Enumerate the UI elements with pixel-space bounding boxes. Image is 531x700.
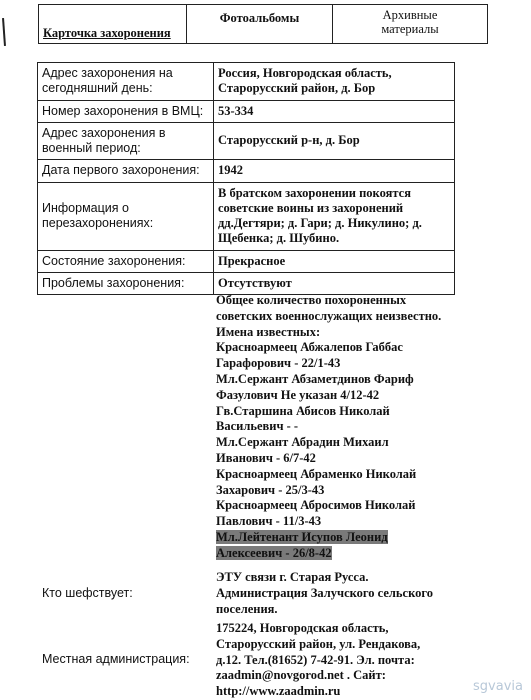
- watermark-text: sgvavia: [473, 679, 523, 694]
- local-admin-label: Местная администрация:: [42, 652, 190, 666]
- table-row: [38, 100, 455, 122]
- wartime-address-label: Адрес захоронения в военный период:: [38, 122, 214, 160]
- current-address-value: Россия, Новгородская область, Старорусский район, д. Бор: [214, 63, 455, 101]
- list-item: Гарафорович - 22/1-43: [216, 356, 341, 371]
- tab-bar: [38, 4, 488, 44]
- admin-website-link[interactable]: http://www.zaadmin.ru: [216, 684, 341, 699]
- tab-burial-card-label: Карточка захоронения: [43, 26, 171, 40]
- list-item: Красноармеец Абросимов Николай: [216, 498, 416, 513]
- admin-line: 175224, Новгородская область,: [216, 621, 389, 635]
- reburial-info-label: Информация о перезахоронениях:: [38, 182, 214, 250]
- table-row: [38, 182, 455, 250]
- list-item: Гв.Старшина Абисов Николай: [216, 403, 390, 418]
- buried-soldiers-list: [216, 293, 516, 562]
- local-admin-value: [216, 621, 516, 700]
- vmc-number-value: 53-334: [214, 100, 455, 122]
- patron-label: Кто шефствует:: [42, 586, 133, 600]
- list-item: Мл.Сержант Абрадин Михаил: [216, 435, 389, 450]
- burial-condition-value: Прекрасное: [214, 250, 455, 272]
- list-item: Иванович - 6/7-42: [216, 450, 316, 465]
- list-item: Мл.Сержант Абзаметдинов Фариф: [216, 371, 414, 386]
- list-item: Захарович - 25/3-43: [216, 482, 325, 497]
- patron-line: поселения.: [216, 601, 278, 616]
- admin-email-line[interactable]: zaadmin@novgorod.net . Сайт:: [216, 668, 386, 683]
- list-item: советских военнослужащих неизвестно.: [216, 308, 442, 323]
- tab-archive-materials[interactable]: [333, 5, 487, 43]
- patron-line: ЭТУ связи г. Старая Русса.: [216, 570, 369, 584]
- list-item: Фазулович Не указан 4/12-42: [216, 387, 380, 402]
- table-row: [38, 122, 455, 160]
- wartime-address-value: Старорусский р-н, д. Бор: [214, 122, 455, 160]
- patron-line: Администрация Залучского сельского: [216, 585, 433, 600]
- tab-archive-materials-label: [333, 5, 487, 37]
- reburial-info-value: В братском захоронении покоятся советские воины из захоронений дд.Дегтяри; д. Гари; д. Никулино; д. Щебенка; д. Шубино.: [214, 182, 455, 250]
- margin-pen-mark: [2, 18, 6, 46]
- first-burial-date-value: 1942: [214, 160, 455, 182]
- list-item: Павлович - 11/3-43: [216, 514, 322, 529]
- admin-line: Старорусский район, ул. Рендакова,: [216, 636, 421, 651]
- highlight-mark: Мл.Лейтенант Исупов Леонид: [216, 529, 388, 544]
- table-row: [38, 272, 455, 294]
- tab-archive-materials-line2: материалы: [381, 22, 439, 37]
- list-item: Красноармеец Абжалепов Габбас: [216, 340, 403, 355]
- vmc-number-label: Номер захоронения в ВМЦ:: [38, 100, 214, 122]
- patron-value: [216, 570, 516, 617]
- tab-burial-card[interactable]: [39, 5, 187, 43]
- table-row: [38, 63, 455, 101]
- burial-condition-label: Состояние захоронения:: [38, 250, 214, 272]
- table-row: [38, 160, 455, 182]
- highlighted-name-line1: [216, 530, 516, 546]
- table-row: [38, 250, 455, 272]
- burial-problems-value: Отсутствуют: [214, 272, 455, 294]
- list-item: Имена известных:: [216, 324, 321, 339]
- list-item: Общее количество похороненных: [216, 293, 407, 307]
- tab-archive-materials-line1: Архивные: [382, 8, 438, 22]
- highlight-mark: Алексеевич - 26/8-42: [216, 545, 332, 560]
- list-item: Красноармеец Абраменко Николай: [216, 466, 417, 481]
- tab-photo-albums[interactable]: [187, 5, 333, 43]
- first-burial-date-label: Дата первого захоронения:: [38, 160, 214, 182]
- highlighted-name-line2: [216, 546, 516, 562]
- admin-line: д.12. Тел.(81652) 7-42-91. Эл. почта:: [216, 652, 415, 667]
- current-address-label: Адрес захоронения на сегодняшний день:: [38, 63, 214, 101]
- burial-problems-label: Проблемы захоронения:: [38, 272, 214, 294]
- list-item: Васильевич - -: [216, 419, 299, 434]
- burial-info-table: [37, 62, 455, 295]
- tab-photo-albums-label: Фотоальбомы: [219, 11, 300, 25]
